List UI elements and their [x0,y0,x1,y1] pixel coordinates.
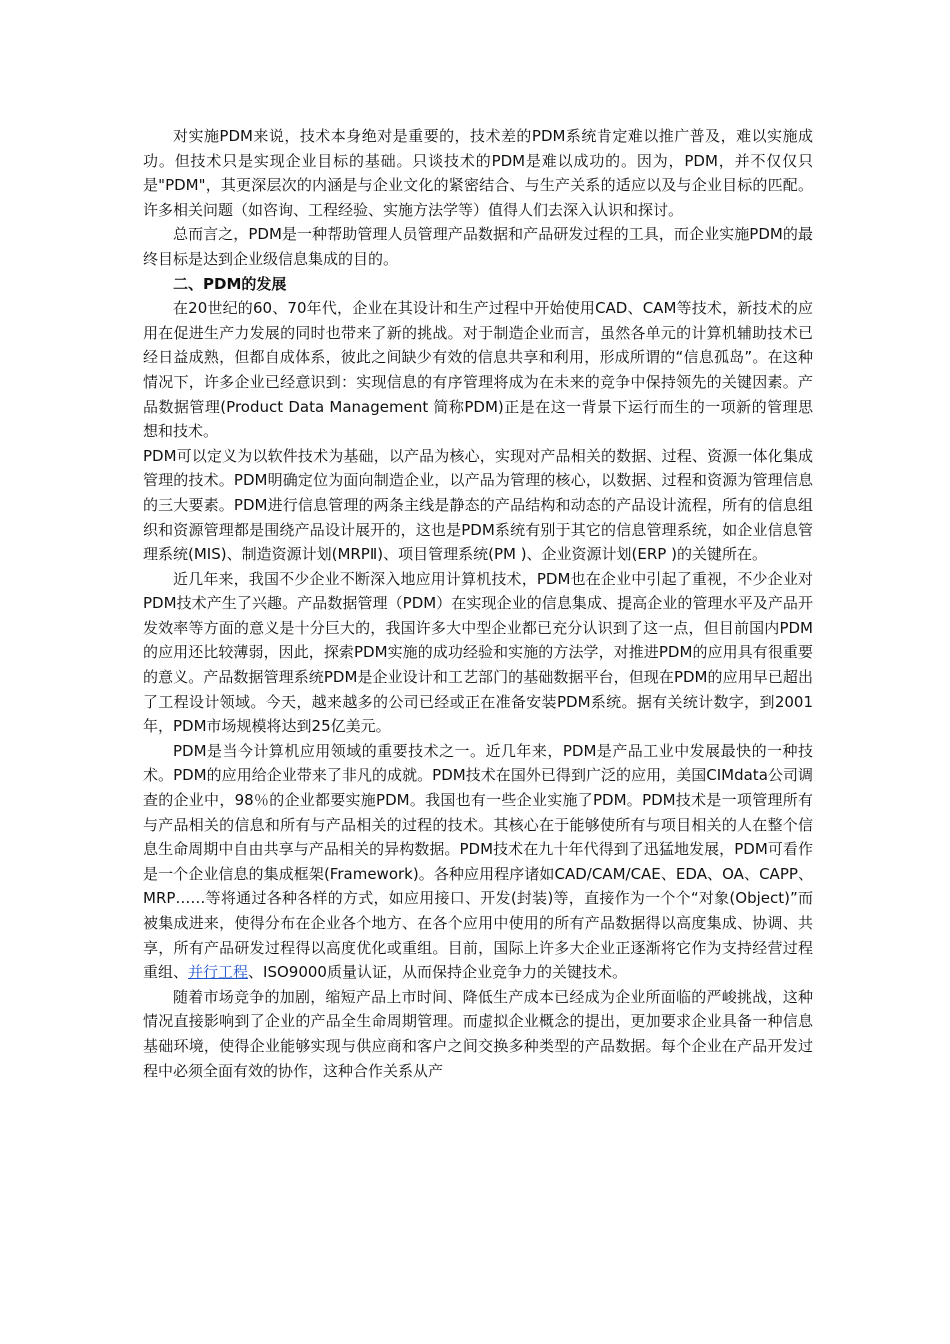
paragraph-text-before-link: PDM是当今计算机应用领域的重要技术之一。近几年来，PDM是产品工业中发展最快的一种技术。PDM的应用给企业带来了非凡的成就。PDM技术在国外已得到广泛的应用，美国CIMdata公司调查的企业中，98％的企业都要实施PDM。我国也有一些企业实施了PDM。PDM技术是一项管理所有与产品相关的信息和所有与产品相关的过程的技术。其核心在于能够使所有与项目相关的人在整个信息生命周期中自由共享与产品相关的异构数据。PDM技术在九十年代得到了迅猛地发展，PDM可看作是一个企业信息的集成框架(Framework)。各种应用程序诸如CAD/CAM/CAE、EDA、OA、CAPP、MRP……等将通过各种各样的方式，如应用接口、开发(封装)等，直接作为一个个“对象(Object)”而被集成进来，使得分布在企业各个地方、在各个应用中使用的所有产品数据得以高度集成、协调、共享，所有产品研发过程得以高度优化或重组。目前，国际上许多大企业正逐渐将它作为支持经营过程重组、 [143,741,813,982]
paragraph-history: 在20世纪的60、70年代，企业在其设计和生产过程中开始使用CAD、CAM等技术，新技术的应用在促进生产力发展的同时也带来了新的挑战。对于制造企业而言，虽然各单元的计算机辅助技术已经日益成熟，但都自成体系，彼此之间缺少有效的信息共享和利用，形成所谓的“信息孤岛”。在这种情况下，许多企业已经意识到：实现信息的有序管理将成为在未来的竞争中保持领先的关键因素。产品数据管理(Product Data Management 简称PDM)正是在这一背景下运行而生的一项新的管理思想和技术。 [143,299,813,441]
paragraph-market-competition: 随着市场竞争的加剧，缩短产品上市时间、降低生产成本已经成为企业所面临的严峻挑战，这种情况直接影响到了企业的产品全生命周期管理。而虚拟企业概念的提出，更加要求企业具备一种信息基础环境，使得企业能够实现与供应商和客户之间交换多种类型的产品数据。每个企业在产品开发过程中必须全面有效的协作，这种合作关系从产 [143,987,813,1080]
document-page [143,124,813,1083]
concurrent-engineering-link[interactable]: 并行工程 [188,963,249,982]
paragraph-pdm-definition: PDM可以定义为以软件技术为基础，以产品为核心，实现对产品相关的数据、过程、资源一体化集成管理的技术。PDM明确定位为面向制造企业，以产品为管理的核心，以数据、过程和资源为管理信息的三大要素。PDM进行信息管理的两条主线是静态的产品结构和动态的产品设计流程，所有的信息组织和资源管理都是围绕产品设计展开的，这也是PDM系统有别于其它的信息管理系统，如企业信息管理系统(MIS)、制造资源计划(MRPⅡ)、项目管理系统(PM )、企业资源计划(ERP )的关键所在。 [143,446,813,564]
paragraph-pdm-importance [143,739,813,985]
paragraph-pdm-implementation: 对实施PDM来说，技术本身绝对是重要的，技术差的PDM系统肯定难以推广普及，难以实施成功。但技术只是实现企业目标的基础。只谈技术的PDM是难以成功的。因为，PDM，并不仅仅只是"PDM"，其更深层次的内涵是与企业文化的紧密结合、与生产关系的适应以及与企业目标的匹配。许多相关问题（如咨询、工程经验、实施方法学等）值得人们去深入认识和探讨。 [143,127,813,219]
paragraph-text-after-link: 、ISO9000质量认证，从而保持企业竞争力的关键技术。 [248,963,627,982]
section-heading-pdm-development: 二、PDM的发展 [173,274,287,293]
paragraph-domestic-application: 近几年来，我国不少企业不断深入地应用计算机技术，PDM也在企业中引起了重视，不少企业对PDM技术产生了兴趣。产品数据管理（PDM）在实现企业的信息集成、提高企业的管理水平及产品开发效率等方面的意义是十分巨大的，我国许多大中型企业都已充分认识到了这一点，但目前国内PDM的应用还比较薄弱，因此，探索PDM实施的成功经验和实施的方法学，对推进PDM的应用具有很重要的意义。产品数据管理系统PDM是企业设计和工艺部门的基础数据平台，但现在PDM的应用早已超出了工程设计领域。今天，越来越多的公司已经或正在准备安装PDM系统。据有关统计数字，到2001年，PDM市场规模将达到25亿美元。 [143,569,813,736]
paragraph-summary: 总而言之，PDM是一种帮助管理人员管理产品数据和产品研发过程的工具，而企业实施PDM的最终目标是达到企业级信息集成的目的。 [143,225,813,268]
